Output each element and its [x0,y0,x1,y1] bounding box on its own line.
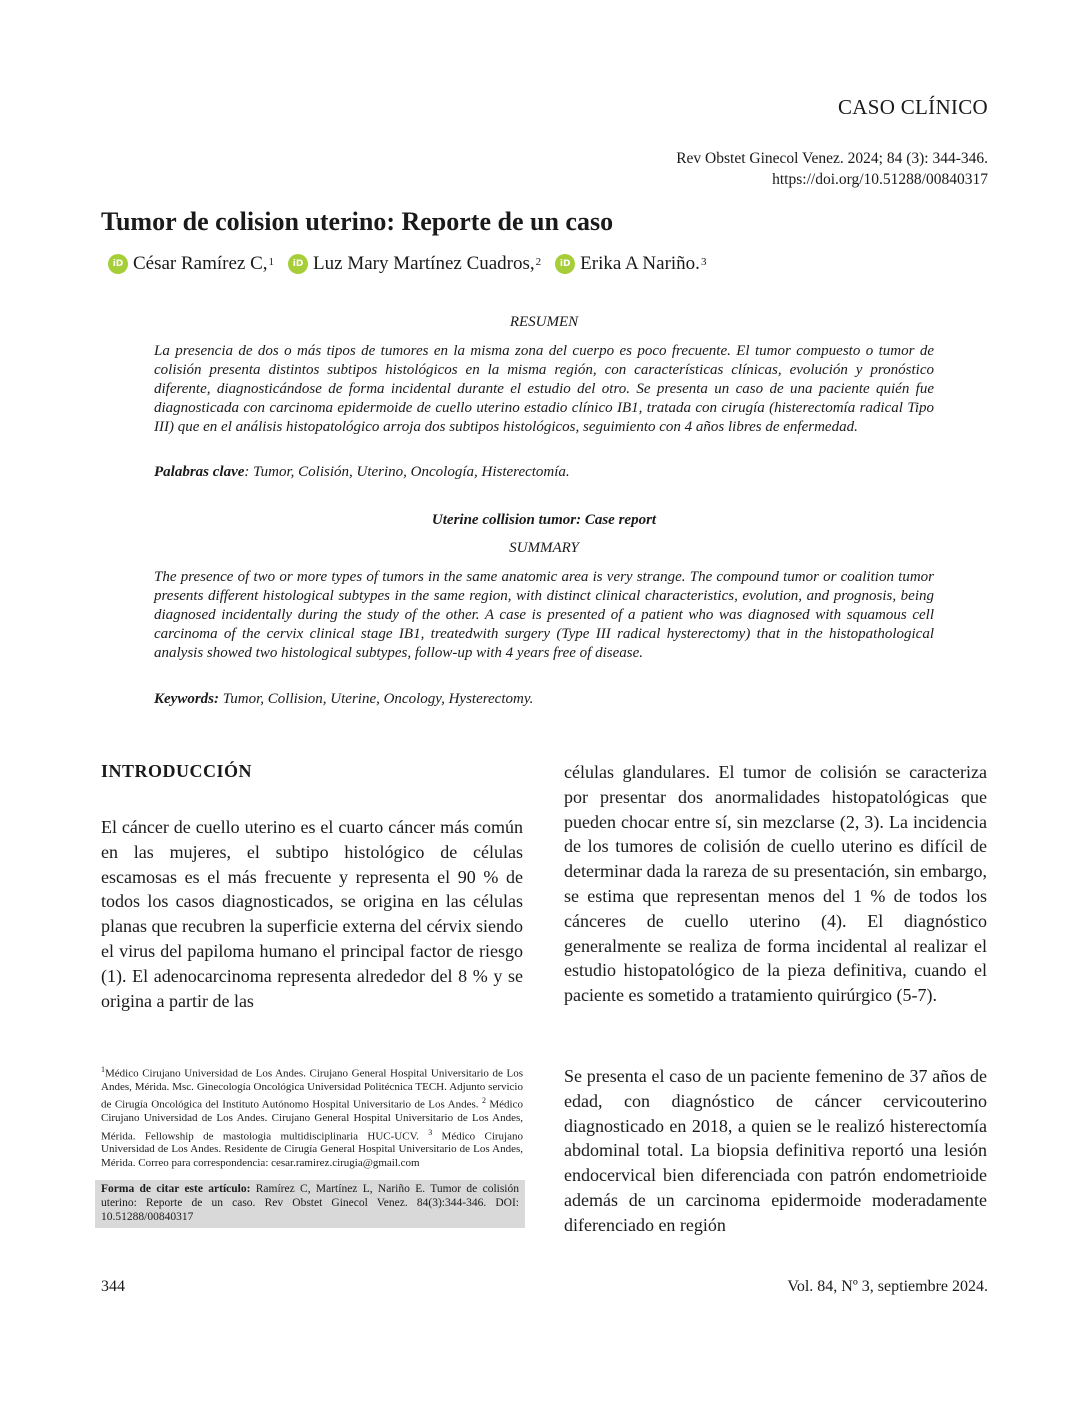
affiliation-footnote [101,1063,523,1170]
author-affiliation: 1 [268,256,275,268]
footnote-text: Médico Cirujano Universidad de Los Andes. Residente de Cirugía General Hospital Universitario de Los Andes, Mérida. Correo para correspondencia: cesar.ramirez.cirugia@gmail.com [101,1130,523,1169]
keywords [154,691,934,708]
author-list [108,253,720,275]
citation-doi[interactable]: https://doi.org/10.51288/00840317 [772,171,988,188]
summary-text: The presence of two or more types of tumors in the same anatomic area is very strange. The compound tumor or coalition tumor presents different histological subtypes in the same region, with distinct clinical characteristics, evolution, and prognosis, being diagnosed incidentally during the study of the other. A case is presented of a patient who was diagnosed with squamous cell carcinoma of the cervix clinical stage IB1, treatedwith surgery (Type III radical hysterectomy) that in the histopathological analysis showed two histological subtypes, follow-up with 4 years free of disease. [154,569,934,661]
intro-paragraph-left: El cáncer de cuello uterino es el cuarto cáncer más común en las mujeres, el subtipo histológico de células escamosas es el más frecuente y representa el 90 % de todos los casos diagnosticados, se origina en las células planas que recubren la superficie externa del cérvix siendo el virus del papiloma humano el principal factor de riesgo (1). El adenocarcinoma representa alrededor del 8 % y se origina a partir de las [101,817,523,1011]
resumen-text: La presencia de dos o más tipos de tumores en la misma zona del cuerpo es poco frecuente. El tumor compuesto o tumor de colisión presenta distintos subtipos histológicos en la misma región, con características clínicas, evolución y pronóstico diferente, diagnosticándose de forma incidental durante el estudio del otro. Se presenta un caso de una paciente quién fue diagnosticada con carcinoma epidermoide de cuello uterino estadio clínico IB1, tratada con cirugía (histerectomía radical Tipo III) que en el análisis histopatológico arroja dos subtipos histológicos, seguimiento con 4 años libres de enfermedad. [154,343,934,435]
footnote-text: Médico Cirujano Universidad de Los Andes. Cirujano General Hospital Universitario de Los Andes, Mérida. Msc. Ginecología Oncológica Universidad Politécnica TECH. Adjunto servicio de Cirugía Oncológica del Instituto Autónomo Hospital Universitario de Los Andes. [101,1067,523,1111]
keywords-values: Tumor, Collision, Uterine, Oncology, Hysterectomy. [219,691,534,707]
english-title: Uterine collision tumor: Case report [431,512,657,528]
orcid-icon[interactable]: iD [288,254,308,274]
intro-heading: INTRODUCCIÓN [101,761,253,781]
footnote-marker: 2 [481,1096,486,1106]
author-2 [288,253,541,275]
footnote-text: Médico Cirujano Universidad de Los Andes. Cirujano General Hospital Universitario de Los Andes, Mérida. Fellowship de mastologia multidisciplinaria HUC-UCV. [101,1098,523,1143]
keywords-label: Palabras clave [154,464,245,480]
volume-info: Vol. 84, Nº 3, septiembre 2024. [787,1278,988,1295]
author-name: Luz Mary Martínez Cuadros, [313,253,535,274]
summary-heading: SUMMARY [509,540,579,556]
author-name: César Ramírez C, [133,253,268,274]
cite-text: Ramírez C, Martínez L, Nariño E. Tumor de colisión uterino: Reporte de un caso. Rev Obstet Ginecol Venez. 84(3):344-346. DOI: 10.51288/00840317 [101,1183,519,1223]
cite-this-article-box [95,1180,525,1228]
palabras-clave [154,464,934,481]
section-label: CASO CLÍNICO [837,95,988,119]
author-affiliation: 3 [700,256,707,268]
author-affiliation: 2 [535,256,542,268]
footnote-marker: 3 [428,1127,433,1137]
citation-journal: Rev Obstet Ginecol Venez. 2024; 84 (3): 344-346. [676,150,988,167]
keywords-values: : Tumor, Colisión, Uterino, Oncología, Histerectomía. [244,464,570,480]
cite-label: Forma de citar este artículo: [101,1183,251,1195]
author-3 [555,253,706,275]
footnote-marker: 1 [101,1065,105,1074]
keywords-label: Keywords: [154,691,219,707]
orcid-icon[interactable]: iD [108,254,128,274]
resumen-heading: RESUMEN [509,314,579,330]
page-number: 344 [101,1278,125,1295]
author-name: Erika A Nariño. [580,253,700,274]
intro-paragraph-right-2: Se presenta el caso de un paciente femenino de 37 años de edad, con diagnóstico de cáncer cervicouterino diagnosticado en 2018, a quien se le realizó histerectomía abdominal total. La biopsia definitiva reportó una lesión endocervical bien diferenciada con patrón endometrioide además de un carcinoma epidermoide moderadamente diferenciado en región [564,1066,987,1235]
article-title: Tumor de colision uterino: Reporte de un caso [101,207,614,236]
journal-citation [676,148,988,190]
orcid-icon[interactable]: iD [555,254,575,274]
intro-paragraph-right-1: células glandulares. El tumor de colisión se caracteriza por presentar dos anormalidades histopatológicas que pueden chocar entre sí, sin mezclarse (2, 3). La incidencia de los tumores de colisión de cuello uterino es difícil de determinar dada la rareza de su presentación, sin embargo, se estima que representan menos del 1 % de todos los cánceres de cuello uterino (4). El diagnóstico generalmente se realiza de forma incidental al realizar el estudio histopatológico de la pieza definitiva, cuando el paciente es sometido a tratamiento quirúrgico (5-7). [564,762,987,1006]
author-1 [108,253,274,275]
